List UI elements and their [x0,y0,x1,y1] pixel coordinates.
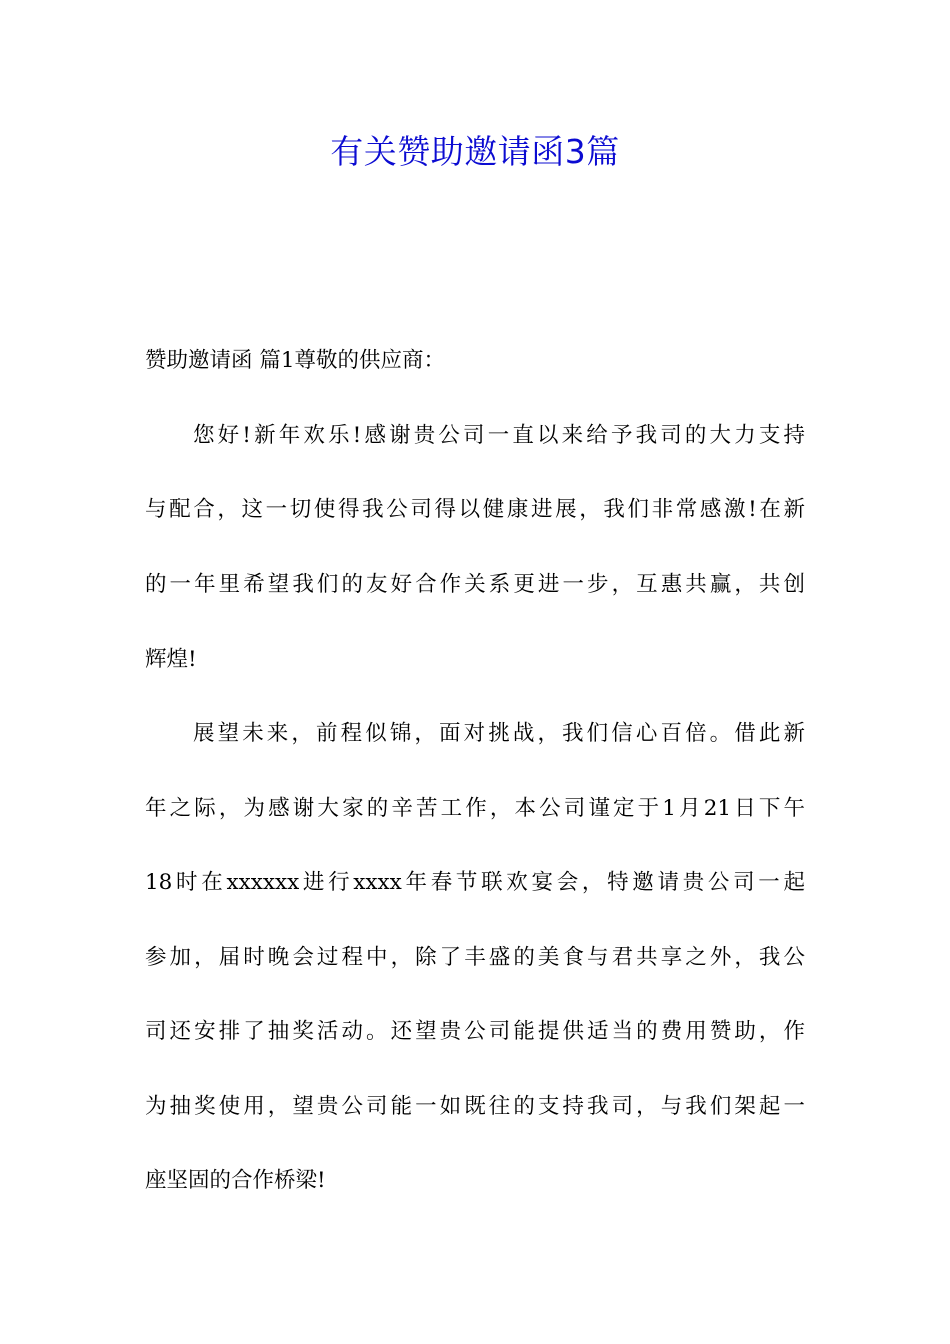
paragraph-1-line-2: 与配合，这一切使得我公司得以健康进展，我们非常感激!在新 [145,497,805,522]
paragraph-1-line-4: 辉煌! [145,647,197,672]
salutation-line: 赞助邀请函 篇1尊敬的供应商： [145,348,446,373]
paragraph-2-line-7: 座坚固的合作桥梁! [145,1168,326,1193]
paragraph-1-line-3: 的一年里希望我们的友好合作关系更进一步，互惠共赢，共创 [145,572,805,597]
paragraph-2-line-3: 18时在xxxxxx进行xxxx年春节联欢宴会，特邀请贵公司一起 [145,870,805,895]
paragraph-2-line-2: 年之际，为感谢大家的辛苦工作，本公司谨定于1月21日下午 [145,796,805,821]
paragraph-2-line-5: 司还安排了抽奖活动。还望贵公司能提供适当的费用赞助，作 [145,1019,805,1044]
paragraph-2-line-1: 展望未来，前程似锦，面对挑战，我们信心百倍。借此新 [193,721,805,746]
paragraph-2-line-6: 为抽奖使用，望贵公司能一如既往的支持我司，与我们架起一 [145,1094,805,1119]
document-title: 有关赞助邀请函3篇 [330,132,620,171]
paragraph-2-line-4: 参加，届时晚会过程中，除了丰盛的美食与君共享之外，我公 [145,945,805,970]
paragraph-1-line-1: 您好!新年欢乐!感谢贵公司一直以来给予我司的大力支持 [193,423,805,448]
